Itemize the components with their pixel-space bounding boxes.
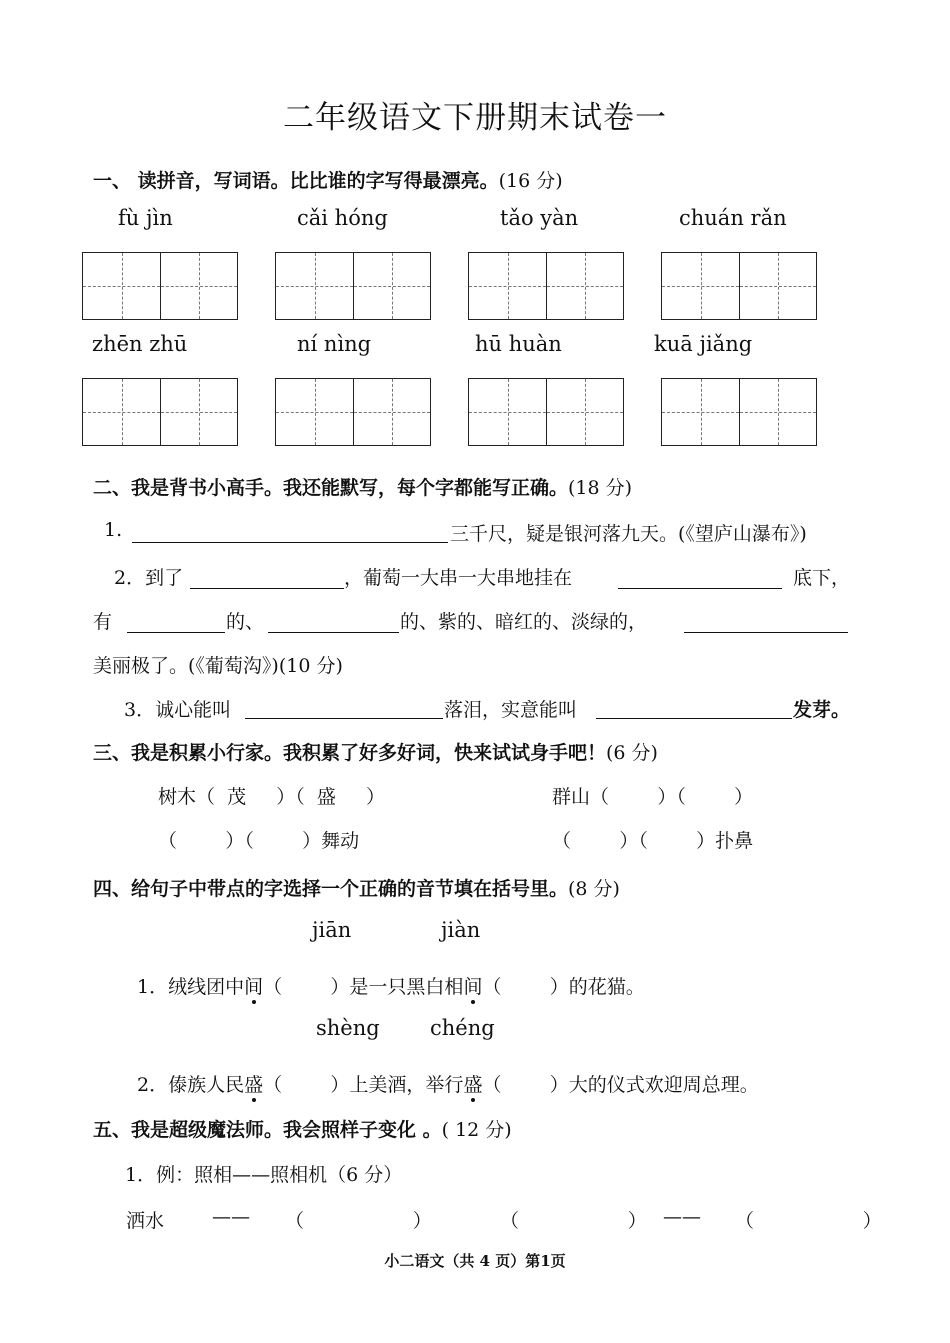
section-3-text: 三、我是积累小行家。我积累了好多好词，快来试试身手吧！: [93, 742, 607, 764]
section-1-text: 一、 读拼音，写词语。比比谁的字写得最漂亮。: [93, 170, 499, 192]
q3-row1-left: 树木（ 茂 ）（ 盛 ）: [158, 786, 386, 808]
q5-answer-1[interactable]: （ ）: [285, 1210, 432, 1232]
q2-2-blank-4[interactable]: [268, 608, 399, 633]
q2-1-number: 1.: [104, 519, 123, 541]
pinyin-fujin: fù jìn: [118, 206, 173, 230]
section-4-score: (8 分): [568, 878, 620, 900]
writing-grid-3[interactable]: [468, 252, 624, 320]
q2-2-line3: 美丽极了。(《葡萄沟》)(10 分): [93, 655, 343, 677]
pinyin-jian1: jiān: [312, 918, 352, 942]
writing-grid-5[interactable]: [82, 378, 238, 446]
section-4-heading: [93, 874, 620, 901]
q2-2-line2-start: 有: [93, 611, 113, 633]
q4-sentence-1: [137, 972, 645, 999]
pinyin-huhuan: hū huàn: [475, 332, 562, 356]
q4-sentence-2: [137, 1070, 759, 1097]
q2-3-start: 3．诚心能叫: [124, 699, 232, 721]
q2-2-line2-a: 的、: [226, 611, 265, 633]
q2-3-blank-2[interactable]: [596, 694, 792, 719]
q2-2-mid: ，葡萄一大串一大串地挂在: [344, 567, 573, 589]
q5-example: 1．例：照相——照相机（6 分）: [125, 1164, 403, 1186]
pinyin-caihong: cǎi hóng: [297, 206, 388, 230]
section-4-text: 四、给句子中带点的字选择一个正确的音节填在括号里。: [93, 878, 569, 900]
q3-row2-left: （ ）（ ）舞动: [158, 830, 360, 852]
writing-grid-4[interactable]: [661, 252, 817, 320]
section-3-heading: [93, 738, 658, 765]
pinyin-kuajiang: kuā jiǎng: [654, 332, 753, 356]
q5-answer-2[interactable]: （ ）: [500, 1210, 647, 1232]
q2-3-end: 发芽。: [793, 699, 851, 721]
q5-dash-1: ——: [212, 1206, 250, 1228]
q2-1-text: 三千尺，疑是银河落九天。(《望庐山瀑布》): [450, 523, 807, 545]
q2-2-blank-1[interactable]: [190, 564, 344, 589]
section-2-text: 二、我是背书小高手。我还能默写，每个字都能写正确。: [93, 477, 569, 499]
section-5-score: ( 12 分): [441, 1119, 512, 1141]
writing-grid-1[interactable]: [82, 252, 238, 320]
section-3-score: (6 分): [606, 742, 658, 764]
section-5-heading: [93, 1115, 512, 1142]
pinyin-chuanran: chuán rǎn: [679, 206, 787, 230]
pinyin-nining: ní nìng: [297, 332, 372, 356]
pinyin-taoyan: tǎo yàn: [500, 206, 579, 230]
section-5-text: 五、我是超级魔法师。我会照样子变化 。: [93, 1119, 442, 1141]
pinyin-sheng: shèng: [316, 1016, 380, 1040]
dotted-char-jian-1: 间: [244, 976, 264, 998]
q2-2-end: 底下，: [793, 567, 851, 589]
q4-s1-c: （ ）的花猫。: [482, 976, 645, 998]
dotted-char-sheng-1: 盛: [244, 1074, 264, 1096]
q4-s1-b: （ ）是一只黑白相: [263, 976, 464, 998]
q2-2-blank-5[interactable]: [684, 608, 848, 633]
dotted-char-sheng-2: 盛: [463, 1074, 483, 1096]
page-footer: 小二语文（共 4 页）第1页: [384, 1252, 566, 1270]
q2-2-start: 2．到了: [114, 567, 184, 589]
q2-3-mid: 落泪，实意能叫: [444, 699, 578, 721]
q5-answer-3[interactable]: （ ）: [735, 1210, 882, 1232]
q2-1-blank[interactable]: [132, 518, 448, 543]
q3-row1-right: 群山（ ）（ ）: [552, 786, 754, 808]
q4-s2-b: （ ）上美酒，举行: [263, 1074, 464, 1096]
q4-s1-a: 1．绒线团中: [137, 976, 245, 998]
q4-s2-c: （ ）大的仪式欢迎周总理。: [482, 1074, 759, 1096]
section-1-score: (16 分): [498, 170, 563, 192]
section-2-heading: [93, 473, 632, 500]
q2-2-blank-3[interactable]: [127, 608, 225, 633]
q5-word: 洒水: [126, 1210, 165, 1232]
section-2-score: (18 分): [568, 477, 633, 499]
writing-grid-7[interactable]: [468, 378, 624, 446]
dotted-char-jian-2: 间: [463, 976, 483, 998]
q2-2-line2-b: 的、紫的、暗红的、淡绿的，: [400, 611, 648, 633]
q2-3-blank-1[interactable]: [245, 694, 443, 719]
q3-row2-right: （ ）（ ）扑鼻: [552, 830, 754, 852]
q2-2-blank-2[interactable]: [618, 564, 782, 589]
writing-grid-8[interactable]: [661, 378, 817, 446]
writing-grid-6[interactable]: [275, 378, 431, 446]
page-title: 二年级语文下册期末试卷一: [283, 100, 667, 136]
section-1-heading: [93, 166, 563, 193]
writing-grid-2[interactable]: [275, 252, 431, 320]
pinyin-jian4: jiàn: [441, 918, 481, 942]
pinyin-cheng: chéng: [430, 1016, 495, 1040]
pinyin-zhenzhu: zhēn zhū: [92, 332, 188, 356]
q4-s2-a: 2．傣族人民: [137, 1074, 245, 1096]
q5-dash-2: ——: [663, 1206, 701, 1228]
